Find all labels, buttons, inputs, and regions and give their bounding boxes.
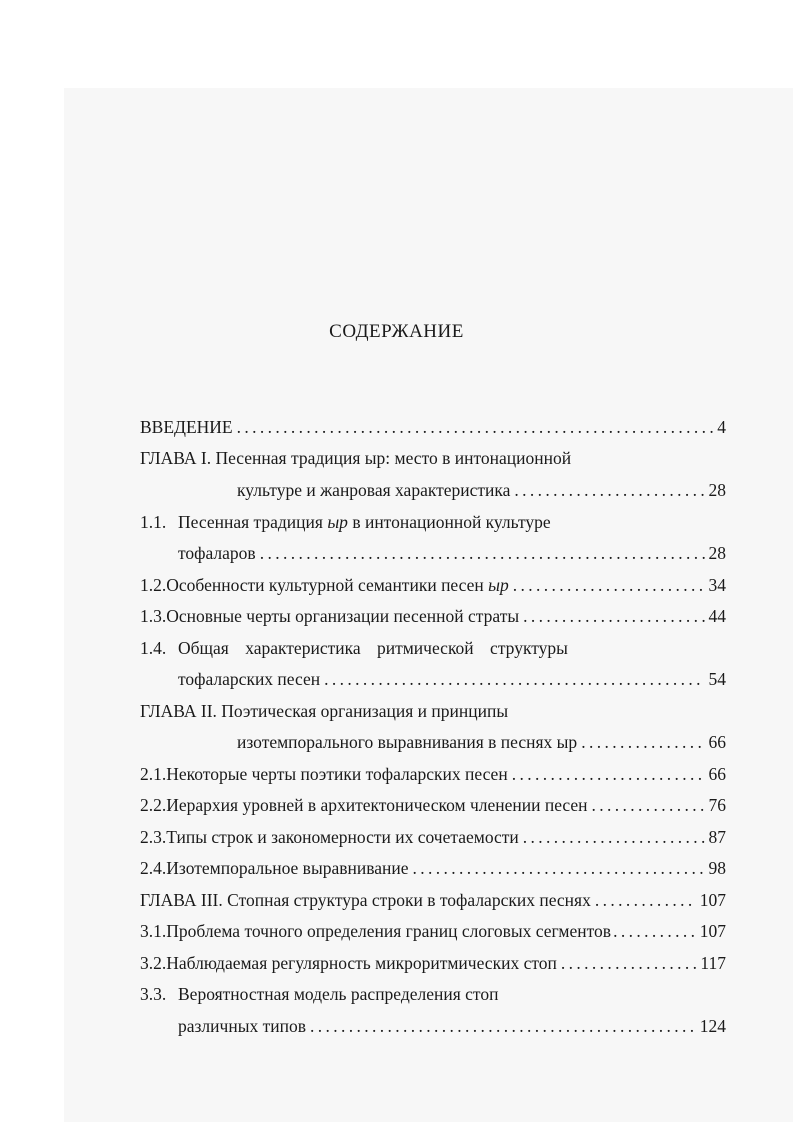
toc-page-number: 124 bbox=[699, 1016, 726, 1036]
toc-entry-1-2[interactable] bbox=[140, 573, 726, 597]
toc-entry-2-1[interactable] bbox=[140, 762, 726, 786]
toc-entry-title-continued: различных типов bbox=[178, 1016, 306, 1036]
toc-page-number: 34 bbox=[708, 575, 726, 595]
toc-page-number: 44 bbox=[708, 606, 726, 626]
toc-page-number: 76 bbox=[708, 795, 726, 815]
dot-leader bbox=[581, 730, 704, 754]
toc-entry-chapter-1-line-2[interactable] bbox=[237, 478, 726, 502]
toc-entry-title: Типы строк и закономерности их сочетаемости bbox=[166, 827, 519, 847]
toc-entry-3-1[interactable] bbox=[140, 919, 726, 943]
toc-entry-introduction[interactable] bbox=[140, 415, 726, 439]
toc-entry-title: Некоторые черты поэтики тофаларских песен bbox=[166, 764, 508, 784]
toc-section-number: 1.3. bbox=[140, 606, 167, 626]
toc-entry-1-1-line-1[interactable] bbox=[140, 510, 726, 534]
dot-leader bbox=[592, 793, 705, 817]
toc-page-number: 66 bbox=[708, 732, 726, 752]
toc-entry-chapter-2-line-2[interactable] bbox=[237, 730, 726, 754]
toc-entry-title: Особенности культурной семантики песен ыр bbox=[166, 575, 509, 595]
toc-entry-1-4-line-2[interactable] bbox=[178, 667, 726, 691]
dot-leader bbox=[561, 951, 697, 975]
dot-leader bbox=[260, 541, 705, 565]
toc-section-number: 3.2. bbox=[140, 953, 167, 973]
toc-entry-2-3[interactable] bbox=[140, 825, 726, 849]
dot-leader bbox=[310, 1014, 696, 1038]
toc-page-number: 98 bbox=[708, 858, 726, 878]
toc-entry-title: Вероятностная модель распределения стоп bbox=[178, 984, 499, 1004]
toc-section-number: 2.3. bbox=[140, 827, 167, 847]
toc-section-number: 1.1. bbox=[140, 512, 167, 532]
toc-entry-title: ГЛАВА II. Поэтическая организация и принципы bbox=[140, 701, 509, 721]
toc-entry-3-3-line-2[interactable] bbox=[178, 1014, 726, 1038]
page-title: СОДЕРЖАНИЕ bbox=[329, 321, 464, 342]
toc-entry-title: Песенная традиция ыр в интонационной культуре bbox=[178, 512, 551, 532]
toc-section-number: 1.2. bbox=[140, 575, 167, 595]
toc-entry-title-continued: культуре и жанровая характеристика bbox=[237, 480, 511, 500]
toc-page-number: 54 bbox=[708, 669, 726, 689]
toc-section-number: 2.1. bbox=[140, 764, 167, 784]
toc-page-number: 87 bbox=[708, 827, 726, 847]
toc-section-number: 2.4. bbox=[140, 858, 167, 878]
toc-entry-title: Наблюдаемая регулярность микроритмических стоп bbox=[166, 953, 557, 973]
toc-entry-chapter-3[interactable] bbox=[140, 888, 726, 912]
dot-leader bbox=[523, 604, 704, 628]
dot-leader bbox=[237, 415, 714, 439]
toc-section-number: 3.3. bbox=[140, 984, 167, 1004]
toc-entry-title-continued: тофаларских песен bbox=[178, 669, 321, 689]
dot-leader bbox=[512, 762, 705, 786]
toc-entry-chapter-2-line-1[interactable] bbox=[140, 699, 726, 723]
dot-leader bbox=[324, 667, 704, 691]
toc-entry-title: Изотемпоральное выравнивание bbox=[166, 858, 409, 878]
toc-entry-title: Проблема точного определения границ слоговых сегментов bbox=[166, 921, 612, 941]
toc-entry-title: Общая характеристика ритмической структуры bbox=[178, 638, 568, 658]
toc-section-number: 2.2. bbox=[140, 795, 167, 815]
toc-page-number: 117 bbox=[700, 953, 726, 973]
toc-section-number: 3.1. bbox=[140, 921, 167, 941]
toc-entry-chapter-1-line-1[interactable] bbox=[140, 446, 726, 470]
toc-page-number: 28 bbox=[708, 480, 726, 500]
toc-entry-title: Иерархия уровней в архитектоническом членении песен bbox=[166, 795, 588, 815]
toc-entry-1-4-line-1[interactable] bbox=[140, 636, 726, 660]
toc-page-number: 4 bbox=[717, 417, 726, 437]
toc-page-number: 107 bbox=[699, 921, 726, 941]
toc-entry-2-2[interactable] bbox=[140, 793, 726, 817]
toc-page-number: 107 bbox=[699, 890, 726, 910]
dot-leader bbox=[523, 825, 705, 849]
toc-entry-2-4[interactable] bbox=[140, 856, 726, 880]
toc-entry-title-continued: тофаларов bbox=[178, 543, 256, 563]
dot-leader bbox=[613, 919, 698, 943]
dot-leader bbox=[595, 888, 696, 912]
toc-entry-title: Основные черты организации песенной страты bbox=[166, 606, 520, 626]
toc-entry-3-2[interactable] bbox=[140, 951, 726, 975]
dot-leader bbox=[514, 478, 704, 502]
toc-page-number: 28 bbox=[708, 543, 726, 563]
toc-entry-1-1-line-2[interactable] bbox=[178, 541, 726, 565]
dot-leader bbox=[413, 856, 705, 880]
toc-entry-title: ВВЕДЕНИЕ bbox=[140, 417, 233, 437]
dot-leader bbox=[513, 573, 705, 597]
toc-section-number: 1.4. bbox=[140, 638, 167, 658]
toc-entry-title: ГЛАВА III. Стопная структура строки в тофаларских песнях bbox=[140, 890, 591, 910]
toc-entry-1-3[interactable] bbox=[140, 604, 726, 628]
toc-page-number: 66 bbox=[708, 764, 726, 784]
toc-entry-3-3-line-1[interactable] bbox=[140, 982, 726, 1006]
toc-entry-title: ГЛАВА I. Песенная традиция ыр: место в интонационной bbox=[140, 448, 572, 468]
toc-entry-title-continued: изотемпорального выравнивания в песнях ыр bbox=[237, 732, 578, 752]
